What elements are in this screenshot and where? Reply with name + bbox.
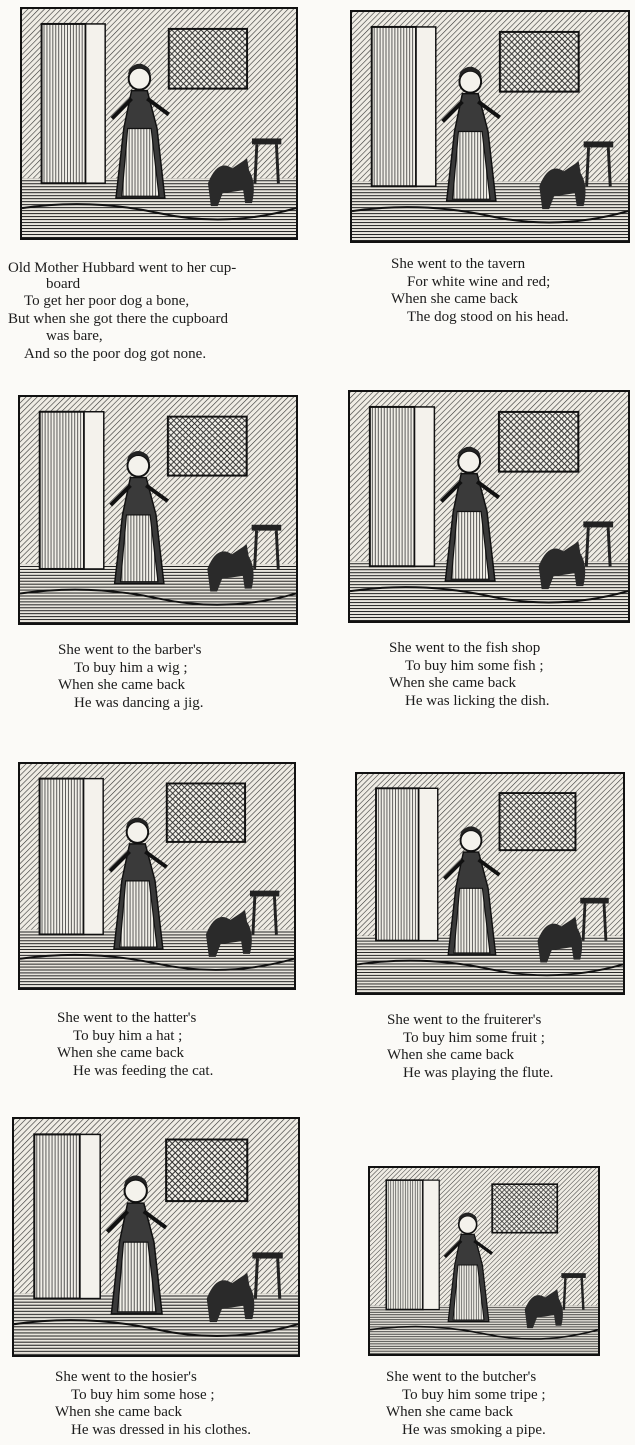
verse-line: She went to the hosier's xyxy=(55,1369,197,1385)
verse-line: To get her poor dog a bone, xyxy=(24,293,190,309)
verse-line: He was smoking a pipe. xyxy=(402,1421,546,1438)
verse-line: Old Mother Hubbard went to her cup- xyxy=(8,260,237,276)
woodcut-butcher xyxy=(368,1166,600,1356)
woodcut-fish-shop-illustration xyxy=(350,392,628,621)
woodcut-fruiterer-illustration xyxy=(357,774,623,993)
verse-fish-shop xyxy=(389,640,550,710)
verse-line: To buy him some fish ; xyxy=(405,657,544,674)
verse-line: When she came back xyxy=(389,675,517,691)
verse-line: To buy him a hat ; xyxy=(73,1027,183,1044)
verse-hatter xyxy=(57,1010,213,1080)
verse-line: To buy him some tripe ; xyxy=(402,1386,546,1403)
verse-hosier xyxy=(55,1369,251,1439)
woodcut-barber xyxy=(18,395,298,625)
verse-line: And so the poor dog got none. xyxy=(24,345,207,362)
verse-line: When she came back xyxy=(58,677,186,693)
woodcut-hatter xyxy=(18,762,296,990)
woodcut-butcher-illustration xyxy=(370,1168,598,1354)
verse-line: She went to the fish shop xyxy=(389,640,541,656)
verse-line: She went to the hatter's xyxy=(57,1010,197,1026)
woodcut-hosier-illustration xyxy=(14,1119,298,1355)
woodcut-cupboard-illustration xyxy=(22,9,296,238)
verse-fruiterer xyxy=(387,1012,553,1082)
verse-line: board xyxy=(46,275,81,292)
verse-line: He was licking the dish. xyxy=(405,692,550,709)
woodcut-tavern-illustration xyxy=(352,12,628,241)
verse-line: The dog stood on his head. xyxy=(407,308,569,325)
verse-line: He was playing the flute. xyxy=(403,1064,554,1081)
verse-barber xyxy=(58,642,204,712)
verse-line: When she came back xyxy=(391,291,519,307)
verse-line: He was feeding the cat. xyxy=(73,1062,214,1079)
verse-line: When she came back xyxy=(387,1047,515,1063)
verse-line: She went to the barber's xyxy=(58,642,202,658)
verse-line: When she came back xyxy=(55,1404,183,1420)
verse-line: was bare, xyxy=(46,328,103,344)
woodcut-barber-illustration xyxy=(20,397,296,623)
verse-line: She went to the butcher's xyxy=(386,1369,537,1385)
verse-cupboard xyxy=(8,260,236,363)
woodcut-hatter-illustration xyxy=(20,764,294,988)
verse-line: To buy him a wig ; xyxy=(74,659,188,676)
woodcut-fruiterer xyxy=(355,772,625,995)
verse-line: But when she got there the cupboard xyxy=(8,310,228,327)
verse-line: When she came back xyxy=(57,1045,185,1061)
verse-line: To buy him some fruit ; xyxy=(403,1029,545,1046)
woodcut-cupboard xyxy=(20,7,298,240)
verse-tavern xyxy=(391,256,569,326)
woodcut-fish-shop xyxy=(348,390,630,623)
verse-line: When she came back xyxy=(386,1404,514,1420)
woodcut-hosier xyxy=(12,1117,300,1357)
verse-line: To buy him some hose ; xyxy=(71,1386,215,1403)
verse-butcher xyxy=(386,1369,546,1439)
woodcut-tavern xyxy=(350,10,630,243)
verse-line: She went to the tavern xyxy=(391,256,526,272)
verse-line: For white wine and red; xyxy=(407,273,551,290)
verse-line: He was dressed in his clothes. xyxy=(71,1421,251,1438)
verse-line: She went to the fruiterer's xyxy=(387,1012,542,1028)
verse-line: He was dancing a jig. xyxy=(74,694,204,711)
